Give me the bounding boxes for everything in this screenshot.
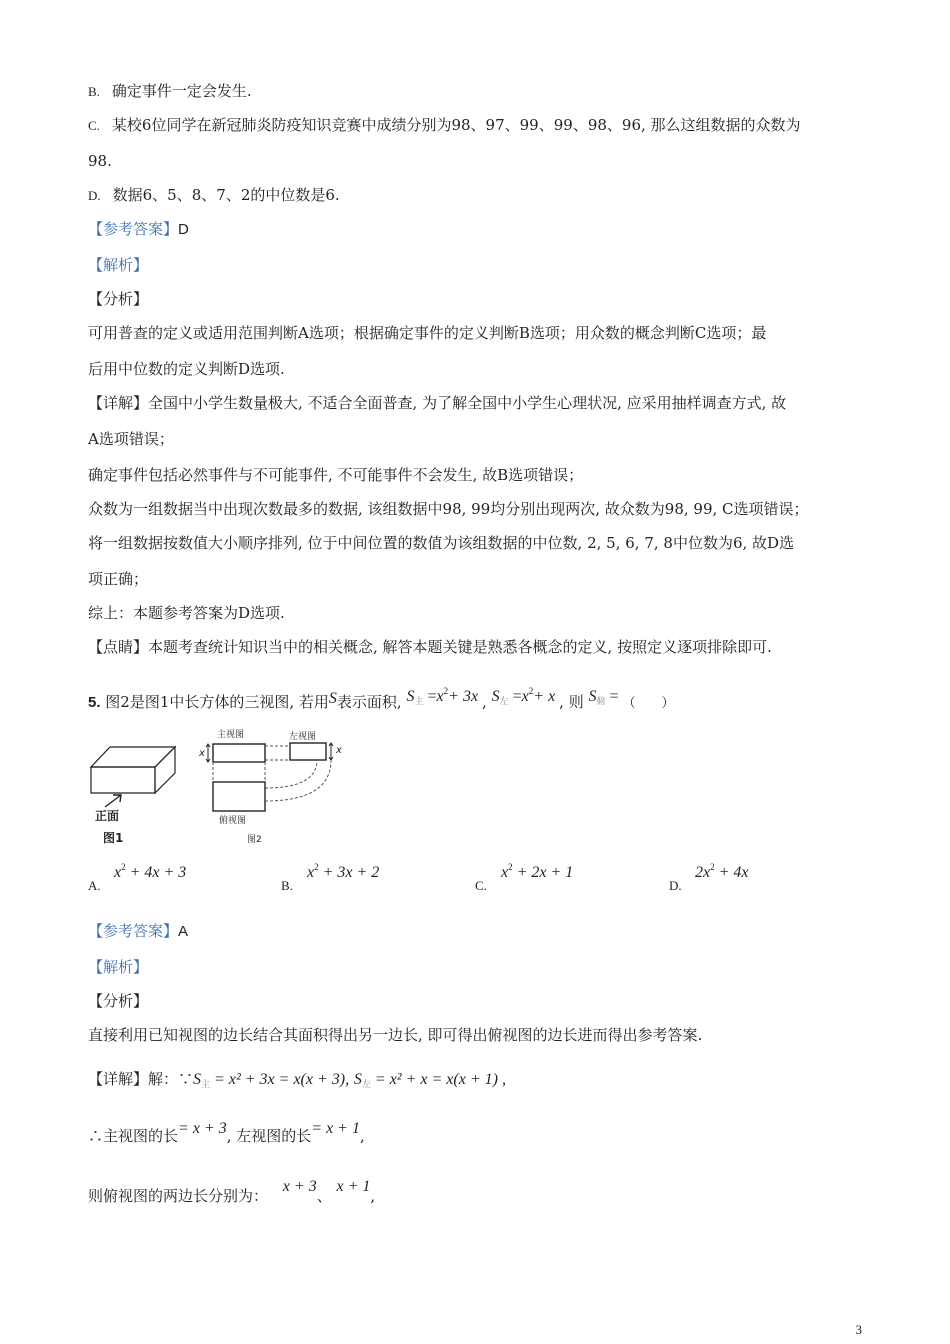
option-text: 确定事件一定会发生.: [111, 82, 252, 100]
q4-summary: 综上：本题参考答案为D选项.: [88, 604, 285, 622]
math-subscript: 左: [499, 696, 509, 706]
option-text: 某校6位同学在新冠肺炎防疫知识竞赛中成绩分别为98、97、99、99、98、96, 那么这组数据的众数为: [111, 116, 801, 134]
q4-detail-line-2: A选项错误；: [88, 430, 174, 448]
option-d: [88, 184, 340, 207]
question-number: 5.: [88, 694, 101, 711]
choice-expr: [307, 862, 379, 882]
q4-fenxi-line-1: 可用普查的定义或适用范围判断A选项；根据确定事件的定义判断B选项；用众数的概念判断C选项；最: [88, 324, 767, 342]
math-s-zuo: [492, 688, 560, 705]
math-s-zhu: [406, 688, 482, 705]
x-label-left: x: [336, 745, 342, 756]
q5-stem: [88, 676, 675, 719]
math-expr: = x + 1: [311, 1120, 360, 1137]
math-subscript: 俯: [596, 696, 606, 706]
math-var: x: [114, 864, 122, 881]
math-expr: = x² + 3x = x(x + 3),: [214, 1071, 350, 1088]
detail-text: 则俯视图的两边长分别为：: [88, 1187, 269, 1205]
math-superscript: 2: [121, 862, 126, 872]
math-expr: + 2x + 1: [516, 864, 574, 881]
q5-answer: [88, 920, 188, 943]
q4-fenxi-line-2: 后用中位数的定义判断D选项.: [88, 360, 285, 378]
choice-expr: [695, 862, 749, 882]
option-b: [88, 80, 252, 103]
left-view-label: 左视图: [289, 732, 317, 742]
math-superscript: 2: [508, 862, 513, 872]
q4-detail-line-4: 众数为一组数据当中出现次数最多的数据, 该组数据中98, 99均分别出现两次, 故众数为98, 99, C选项错误；: [88, 500, 809, 518]
answer-value: D: [178, 221, 189, 238]
q5-fenxi-text: 直接利用已知视图的边长结合其面积得出另一边长, 即可得出俯视图的边长进而得出参考答案.: [88, 1026, 703, 1044]
punct: 、: [316, 1187, 332, 1205]
choice-letter: A.: [88, 878, 101, 893]
choice-letter: D.: [669, 878, 682, 893]
detail-text: 全国中小学生数量极大, 不适合全面普查, 为了解全国中小学生心理状况, 应采用抽样调查方式, 故: [148, 394, 787, 412]
dimension-arrow-left: [329, 743, 333, 760]
math-expr: + 3x: [448, 688, 479, 705]
option-letter: D.: [88, 188, 101, 203]
math-s-zuo: [354, 1071, 506, 1088]
q4-analysis-label: 【解析】: [88, 256, 149, 274]
math-var: x: [436, 688, 444, 705]
answer-value: A: [178, 923, 189, 940]
q5-detail-line-1: [88, 1066, 506, 1097]
math-var: 2x: [695, 864, 711, 881]
q4-answer: [88, 218, 189, 241]
projection-lines: [213, 746, 331, 801]
math-subscript: 主: [414, 696, 424, 706]
fig2-caption: 图2: [247, 835, 262, 845]
math-superscript: 2: [314, 862, 319, 872]
math-symbol: S: [491, 688, 500, 705]
math-eq: =: [609, 688, 619, 705]
math-expr: + 4x + 3: [129, 864, 187, 881]
math-symbol: S: [588, 688, 597, 705]
math-var: x: [521, 688, 529, 705]
top-view-rect: [213, 782, 265, 811]
fig1-arrow: [105, 795, 121, 807]
detail-text: , 左视图的长: [226, 1127, 312, 1145]
q5-detail-line-2: [88, 1114, 365, 1151]
top-view-label: 俯视图: [219, 816, 247, 826]
x-label-main: x: [199, 748, 205, 759]
detail-text: ∴主视图的长: [88, 1127, 179, 1145]
math-symbol: S: [406, 688, 415, 705]
math-subscript: 左: [361, 1079, 371, 1089]
q4-detail-line-1: [88, 392, 786, 414]
option-letter: B.: [88, 84, 100, 99]
dianjing-label: 【点睛】: [88, 638, 149, 656]
q4-detail-line-6: 项正确；: [88, 570, 149, 588]
option-c-continued: 98.: [88, 152, 112, 170]
math-expr: + 3x + 2: [322, 864, 380, 881]
detail-label: 【详解】: [88, 1070, 149, 1088]
q5-fenxi-label: 【分析】: [88, 992, 149, 1010]
math-expr: x + 1: [336, 1178, 371, 1195]
three-view-figure: [85, 725, 365, 850]
fig1-caption: 图1: [103, 831, 124, 845]
q4-detail-line-5: 将一组数据按数值大小顺序排列, 位于中间位置的数值为该组数据的中位数, 2, 5, 6, 7, 8中位数为6, 故D选: [88, 534, 795, 552]
answer-label: 【参考答案】: [88, 220, 179, 238]
math-eq: =: [427, 688, 437, 705]
math-symbol: S: [328, 690, 337, 707]
math-s-zhu: [193, 1071, 349, 1088]
choice-expr: [114, 862, 186, 882]
detail-text: 解：∵: [148, 1070, 194, 1088]
q4-detail-line-3: 确定事件包括必然事件与不可能事件, 不可能事件不会发生, 故B选项错误；: [88, 466, 584, 484]
math-eq: =: [512, 688, 522, 705]
fig1-cuboid: [91, 747, 175, 793]
math-superscript: 2: [710, 862, 715, 872]
q4-dianjing: [88, 636, 772, 658]
stem-text: , 则: [559, 693, 584, 711]
option-letter: C.: [88, 118, 100, 133]
math-symbol: S: [193, 1071, 202, 1088]
main-view-label: 主视图: [217, 730, 245, 740]
math-expr: x + 3: [282, 1178, 317, 1195]
choice-letter: B.: [281, 878, 293, 893]
stem-text: 表示面积,: [336, 693, 402, 711]
choice-letter: C.: [475, 878, 487, 893]
left-view-rect: [290, 743, 326, 760]
math-s-fu: [589, 688, 623, 705]
dianjing-text: 本题考查统计知识当中的相关概念, 解答本题关键是熟悉各概念的定义, 按照定义逐项排除即可.: [148, 638, 772, 656]
math-expr: = x² + x = x(x + 1) ,: [374, 1071, 506, 1088]
q5-detail-line-3: [88, 1172, 375, 1211]
math-subscript: 主: [201, 1079, 211, 1089]
answer-label: 【参考答案】: [88, 922, 179, 940]
punct: ,: [370, 1187, 376, 1205]
answer-blank: （ ）: [622, 696, 675, 711]
math-expr: + x: [533, 688, 556, 705]
math-superscript: 2: [443, 686, 449, 696]
math-symbol: S: [353, 1071, 362, 1088]
stem-text: 图2是图1中长方体的三视图, 若用: [105, 693, 329, 711]
dimension-arrow-main: [206, 744, 210, 762]
option-text: 数据6、5、8、7、2的中位数是6.: [112, 186, 340, 204]
math-var: x: [501, 864, 509, 881]
math-var: x: [307, 864, 315, 881]
math-expr: + 4x: [718, 864, 749, 881]
option-c: [88, 114, 801, 137]
q5-analysis-label: 【解析】: [88, 958, 149, 976]
detail-label: 【详解】: [88, 394, 149, 412]
math-expr: = x + 3: [178, 1120, 227, 1137]
math-superscript: 2: [528, 686, 534, 696]
page-number: 3: [855, 1322, 862, 1337]
fig1-face-label: 正面: [95, 809, 120, 823]
choice-expr: [501, 862, 573, 882]
punct: ,: [359, 1127, 365, 1145]
main-view-rect: [213, 744, 265, 762]
punct: ,: [482, 693, 487, 711]
q4-fenxi-label: 【分析】: [88, 290, 149, 308]
